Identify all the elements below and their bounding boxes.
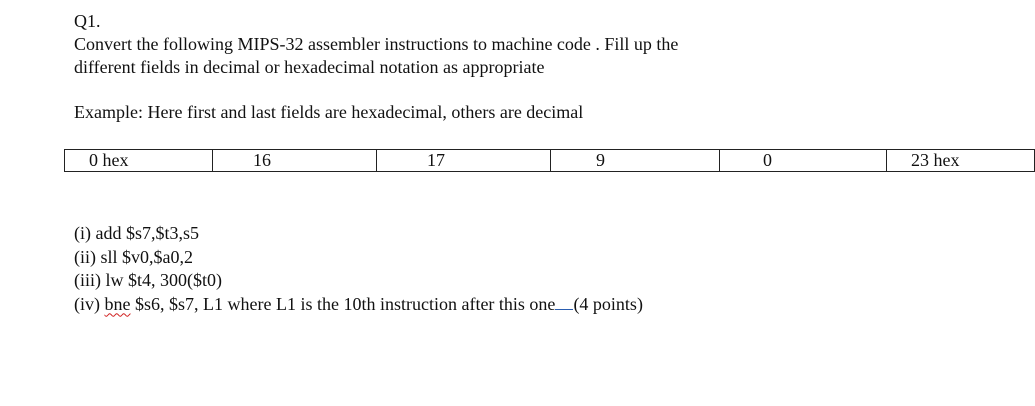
example-fields-table [64,149,1035,172]
field-op: 0 hex [65,150,213,172]
item-iv-prefix: (iv) [74,293,105,314]
table-row [65,150,1035,172]
spellcheck-flagged-word: bne [104,293,131,314]
example-text: Example: Here first and last fields are hexadecimal, others are decimal [74,102,584,122]
list-item [74,293,643,317]
list-item: (i) add $s7,$t3,s5 [74,223,199,243]
list-item: (ii) sll $v0,$a0,2 [74,246,193,267]
list-item: (iii) lw $t4, 300($t0) [74,270,222,290]
field-shamt: 0 [720,150,887,172]
field-rd: 9 [551,150,720,172]
item-iv-points: (4 points) [573,293,643,314]
instruction-list [74,222,643,316]
instruction-line-1: Convert the following MIPS-32 assembler instructions to machine code . Fill up the [74,34,679,54]
instruction-line-2: different fields in decimal or hexadecimal notation as appropriate [74,57,545,77]
field-funct: 23 hex [887,150,1035,172]
field-rs: 16 [213,150,377,172]
item-iv-text: $s6, $s7, L1 where L1 is the 10th instruction after this one [130,293,556,314]
field-rt: 17 [377,150,551,172]
question-number: Q1. [74,11,101,31]
question-header [74,10,894,124]
answer-blank [555,293,573,310]
